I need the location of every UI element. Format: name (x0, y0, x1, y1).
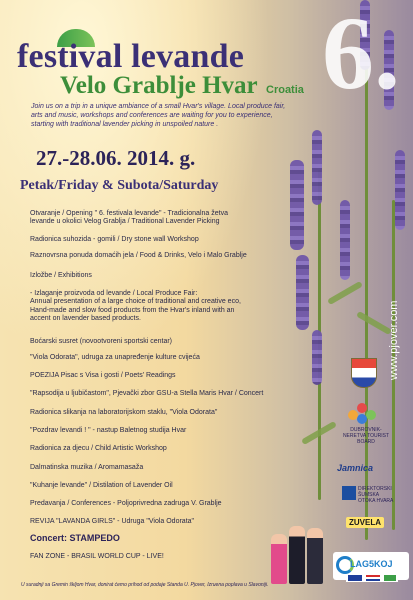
festival-country: Croatia (266, 84, 304, 96)
programme-item: POEZIJA Pisac s Visa i gosti / Poets' Readings (30, 372, 176, 379)
performers-photo (267, 520, 333, 584)
lavender-sprig (395, 150, 405, 230)
programme-item: "Kuhanje levande" / Distilation of Lavender Oil (30, 482, 173, 489)
website-link[interactable]: www.pjover.com (388, 300, 400, 380)
programme-item: Dalmatinska muzika / Aromamasaža (30, 464, 144, 471)
forestry-caption: DIREKTORSKI ŠUMSKA OTOKA HVARA (358, 486, 394, 504)
programme-item: FAN ZONE - BRASIL WORLD CUP - LIVE! (30, 553, 164, 560)
programme-item: Otvaranje / Opening " 6. festivala levande" - Tradicionalna žetva levande u okolici Velog Grablja / Traditional Lavender Picking (30, 210, 228, 226)
flag-strip (346, 574, 398, 582)
edition-number: 6. (322, 0, 400, 111)
forestry-logo-icon (342, 486, 356, 500)
festival-days: Petak/Friday & Subota/Saturday (20, 178, 219, 193)
lavender-sprig (312, 330, 322, 385)
croatia-flag-icon (366, 575, 380, 581)
lavender-sprig (312, 130, 322, 205)
programme-item-concert: Concert: STAMPEDO (30, 533, 120, 543)
lavender-sprig (290, 160, 304, 250)
footer-note: U suradnji sa Gremin škljom Hvar, donirat ćemo prihod od podaje Standa U. Pjover, Izruena poplava u Slavoniji. (21, 582, 269, 588)
programme-item: Boćarski susret (novootvoreni sportski centar) (30, 338, 172, 345)
tourist-board-caption: DUBROVNIK-NERETVA TOURIST BOARD (342, 427, 390, 445)
festival-dates: 27.-28.06. 2014. g. (36, 146, 196, 170)
festival-location: Velo Grablje Hvar (60, 72, 258, 99)
programme-item: Radionica suhozida - gomili / Dry stone wall Workshop (30, 236, 199, 243)
programme-item: Radionica slikanja na laboratorijskom staklu, "Viola Odorata" (30, 409, 218, 416)
programme-item: "Rapsodija u ljubičastom", Pjevački zbor GSU-a Stella Maris Hvar / Concert (30, 390, 264, 397)
lavender-leaf (356, 311, 392, 335)
programme-item: "Pozdrav levandi ! " - nastup Baletnog studija Hvar (30, 427, 187, 434)
website-vertical (388, 270, 402, 380)
lavender-leaf (327, 281, 363, 305)
programme-item: - Izlaganje proizvoda od levande / Local Produce Fair: Annual presentation of a large choice of traditional and creative eco, Hand-made and slow food products from the Hvar's inland with an accent on lavender based products. (30, 290, 241, 322)
tourist-board-flower-icon (346, 403, 378, 425)
lavender-sprig (340, 200, 350, 280)
intro-text: Join us on a trip in a unique ambiance of a small Hvar's village. Local produce fair, arts and music, workshops and conferences are waiting for you to experience, starting with traditional lavender picking in unspoiled nature . (31, 103, 286, 128)
zuvela-logo: ZUVELA (346, 517, 384, 528)
programme-item: Radionica za djecu / Child Artistic Workshop (30, 445, 167, 452)
eu-flag-icon (348, 575, 362, 581)
jamnica-logo: Jamnica (337, 463, 374, 473)
leader-logo-icon (384, 575, 396, 581)
lag-logo-text: LAG5KOJ (350, 559, 393, 569)
programme-item: "Viola Odorata", udruga za unapređenje kulture cvijeća (30, 354, 200, 361)
lavender-sprig (296, 255, 309, 330)
programme-item: Raznovrsna ponuda domaćih jela / Food & Drinks, Velo i Malo Grablje (30, 252, 247, 259)
programme-item: REVIJA "LAVANDA GIRLS" - Udruga "Viola Odorata" (30, 518, 195, 525)
programme-item: Izložbe / Exhibitions (30, 272, 92, 279)
coat-of-arms-icon (351, 358, 377, 388)
programme-item: Predavanja / Conferences - Poljoprivredna zadruga V. Grablje (30, 500, 222, 507)
festival-title: festival levande (17, 38, 245, 75)
